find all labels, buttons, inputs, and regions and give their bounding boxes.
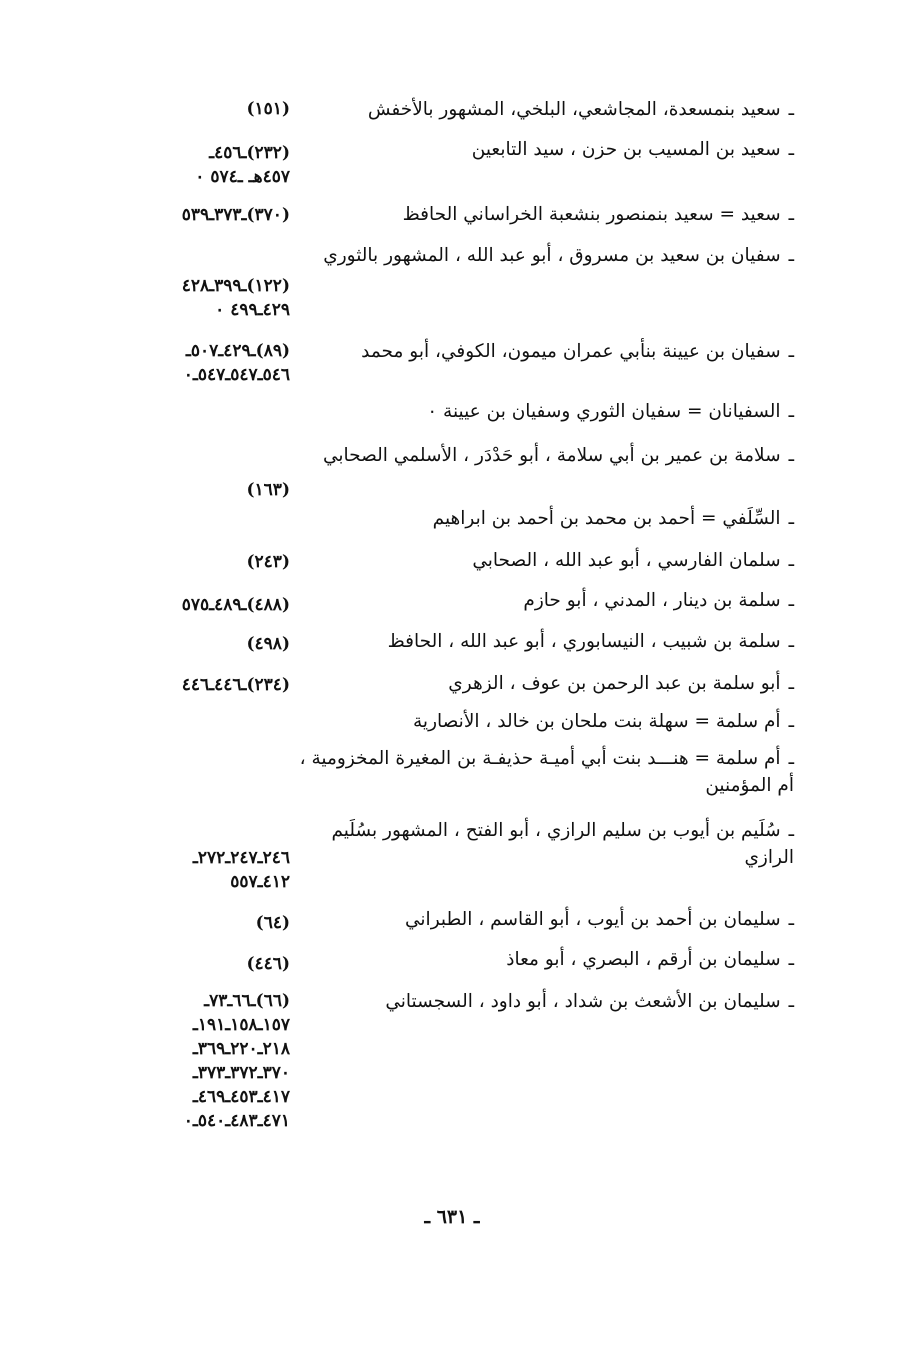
entry-name [299,946,794,973]
entry-dash: ـ [788,508,794,529]
entry-name [299,442,794,469]
page-ref-line: (٦٤) [255,913,290,933]
page-ref-line: ٤٧١ـ٤٨٣ـ٥٤٠ـ٠ [183,1111,290,1131]
entry-dash: ـ [788,711,794,732]
entry-name-text: سفيان بن سعيد بن مسروق ، أبو عبد الله ، المشهور بالثوري [323,245,781,266]
entry-dash: ـ [788,99,794,120]
entry-pages [110,550,290,574]
page-ref-line: (٢٤٣) [246,552,290,572]
page-ref-line: (٤٩٨) [246,634,290,654]
entry-pages [110,632,290,656]
entry-pages [110,274,290,322]
entry-pages [110,989,290,1133]
entry-name [299,136,794,163]
entry-name [299,242,794,269]
page-number: ـ ٦٣١ ـ [424,1206,480,1228]
page-ref-line: ٤٥٧هـ ـ٥٧٤ ٠ [195,167,290,187]
page-ref-line: (٦٦)ـ٦٦ـ٧٣ـ [204,991,290,1011]
entry-dash: ـ [788,204,794,225]
entry-name-text: سلمة بن دينار ، المدني ، أبو حازم [523,590,781,611]
entry-name [299,817,794,871]
entry-dash: ـ [788,991,794,1012]
entry-name-text: أبو سلمة بن عبد الرحمن بن عوف ، الزهري [448,673,781,694]
page-ref-line: (١٥١) [246,99,290,119]
entry-dash: ـ [788,245,794,266]
page-ref-line: ٤١٢ـ٥٥٧ [230,872,290,892]
entry-dash: ـ [788,139,794,160]
page-ref-line: ٢١٨ـ٢٢٠ـ٣٦٩ـ [192,1039,290,1059]
entry-dash: ـ [788,445,794,466]
entry-dash: ـ [788,748,794,769]
entry-dash: ـ [788,673,794,694]
entry-pages [110,203,290,227]
entry-pages [110,593,290,617]
entry-dash: ـ [788,631,794,652]
entry-pages [110,911,290,935]
entry-pages [110,952,290,976]
entry-pages [110,141,290,189]
entry-name-text: سليمان بن الأشعث بن شداد ، أبو داود ، السجستاني [385,991,781,1012]
page-ref-line: ٤١٧ـ٤٥٣ـ٤٦٩ـ [192,1087,290,1107]
entry-name-text: سعيد = سعيد بنمنصور بنشعبة الخراساني الحافظ [402,204,781,225]
entry-name-text: سليمان بن أحمد بن أيوب ، أبو القاسم ، الطبراني [404,909,781,930]
entry-name-text: أم سلمة = سهلة بنت ملحان بن خالد ، الأنصارية [413,711,781,732]
entry-name [299,398,794,425]
entry-pages [110,846,290,894]
entry-pages [110,673,290,697]
entry-name-text: سلامة بن عمير بن أبي سلامة ، أبو حَدْدَر ، الأسلمي الصحابي [322,445,781,466]
entry-name [299,201,794,228]
entry-name-text: سلمان الفارسي ، أبو عبد الله ، الصحابي [472,550,781,571]
entry-name [299,587,794,614]
entry-name-text: سليمان بن أرقم ، البصري ، أبو معاذ [506,949,781,970]
page-ref-line: (٢٣٢)ـ٤٥٦ـ [209,143,290,163]
entry-name [299,96,794,123]
entry-dash: ـ [788,341,794,362]
entry-name [299,505,794,532]
entry-pages [110,339,290,387]
entry-name-text: أم سلمة = هنـــد بنت أبي أميـة حذيفـة بن المغيرة المخزومية ، أم المؤمنين [299,748,794,796]
page-ref-line: (١٦٣) [246,480,290,500]
entry-name-text: السِّلَفي = أحمد بن محمد بن أحمد بن ابراهيم [432,508,781,529]
entry-pages [110,97,290,121]
page-ref-line: ١٥٧ـ١٥٨ـ١٩١ـ [192,1015,290,1035]
entry-name-text: سلمة بن شبيب ، النيسابوري ، أبو عبد الله ، الحافظ [387,631,781,652]
page-ref-line: ٥٤٦ـ٥٤٧ـ٥٤٧ـ٠ [183,365,290,385]
entry-dash: ـ [788,949,794,970]
page-ref-line: (٤٨٨)ـ٤٨٩ـ٥٧٥ [181,595,290,615]
page-ref-line: (٣٧٠)ـ٣٧٣ـ٥٣٩ [181,205,290,225]
page-ref-line: ٤٢٩ـ٤٩٩ ٠ [215,300,290,320]
entry-name [299,628,794,655]
entry-name-text: السفيانان = سفيان الثوري وسفيان بن عيينة ٠ [427,401,781,422]
entry-dash: ـ [788,550,794,571]
entry-name-text: سفيان بن عيينة بنأبي عمران ميمون، الكوفي، أبو محمد [361,341,781,362]
entry-name [299,708,794,735]
entry-dash: ـ [788,401,794,422]
entry-name [299,988,794,1015]
entry-dash: ـ [788,820,794,841]
page-ref-line: (٤٤٦) [246,954,290,974]
entry-name [299,547,794,574]
page-ref-line: (٨٩)ـ٤٢٩ـ٥٠٧ـ [185,341,290,361]
page-ref-line: (١٢٢)ـ٣٩٩ـ٤٢٨ [181,276,290,296]
entry-name-text: سعيد بنمسعدة، المجاشعي، البلخي، المشهور بالأخفش [367,99,781,120]
entry-name [299,906,794,933]
entry-name-text: سعيد بن المسيب بن حزن ، سيد التابعين [471,139,781,160]
page-ref-line: ٢٤٦ـ٢٤٧ـ٢٧٢ـ [192,848,290,868]
page-ref-line: (٢٣٤)ـ٤٤٦ـ٤٤٦ [181,675,290,695]
entry-pages [110,478,290,502]
entry-name-text: سُلَيم بن أيوب بن سليم الرازي ، أبو الفتح ، المشهور بسُلَيم الرازي [331,820,794,868]
page-ref-line: ٣٧٠ـ٣٧٢ـ٣٧٣ـ [192,1063,290,1083]
entry-name [299,670,794,697]
entry-dash: ـ [788,909,794,930]
entry-dash: ـ [788,590,794,611]
entry-name [299,745,794,799]
entry-name [299,338,794,365]
